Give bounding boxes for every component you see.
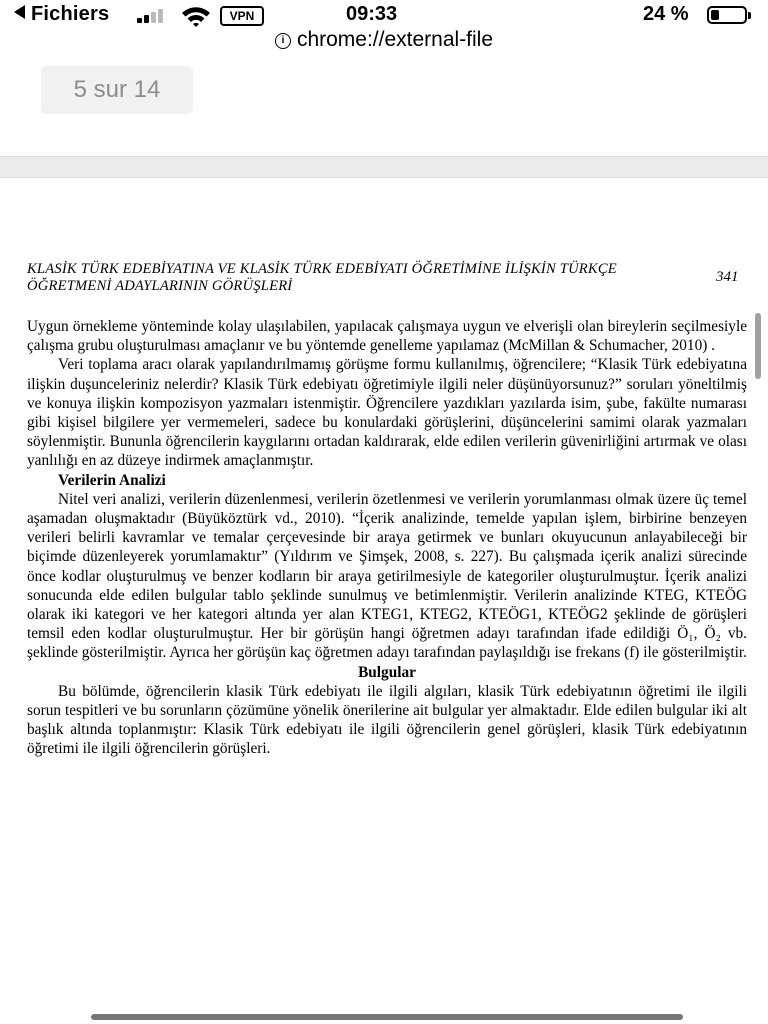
section-heading: Bulgular <box>358 663 416 681</box>
cellular-signal-icon <box>137 7 171 23</box>
document-body <box>27 317 747 759</box>
running-head-text: KLASİK TÜRK EDEBİYATINA VE KLASİK TÜRK EDEBİYATI ÖĞRETİMİNE İLİŞKİN TÜRKÇE ÖĞRETMENİ ADAYLARININ GÖRÜŞLERİ <box>27 261 617 294</box>
page-indicator: 5 sur 14 <box>41 66 193 114</box>
previous-page-tail <box>0 56 768 156</box>
url-text: chrome://external-file <box>296 28 494 51</box>
section-heading: Verilerin Analizi <box>58 471 166 489</box>
scrollbar-thumb[interactable] <box>755 313 761 379</box>
back-arrow-icon <box>14 5 25 19</box>
page-separator <box>0 156 768 178</box>
paragraph: Uygun örnekleme yönteminde kolay ulaşılabilen, yapılacak çalışmaya uygun ve elverişli olan bireylerin seçilmesiyle çalışma grubu oluşturulması amaçlanır ve bu yöntemde genelleme yapılamaz (McMillan & Schumacher, 2010) . <box>27 318 747 355</box>
paragraph: Veri toplama aracı olarak yapılandırılmamış görüşme formu kullanılmış, öğrencilere; “Klasik Türk edebiyatına ilişkin duşunceleriniz nelerdir? Klasik Türk edebiyatı öğretimiyle ilgili neler düşünüyorsunuz?” soruları yöneltilmiş ve konuya ilişkin kompozisyon yazmaları istenmiştir. Öğrencilere yazdıkları yazılarda isim, şube, fakülte numarası gibi kişisel bilgilere yer vermemeleri, sadece bu konulardaki görüşlerini, düşüncelerini samimi olarak yazmaları söylenmiştir. Bununla öğrencilerin kaygılarını ortadan kaldırarak, elde edilen verilerin güvenirliğini artırmak ve olası yanlılığı en az düzeye indirmek amaçlanmıştır. <box>27 356 747 470</box>
address-bar[interactable] <box>0 28 768 56</box>
page-number: 341 <box>716 269 739 285</box>
status-bar <box>0 0 768 30</box>
running-head <box>27 261 687 295</box>
battery-percentage: 24 % <box>643 3 689 25</box>
info-icon[interactable]: i <box>275 33 291 49</box>
paragraph: Nitel veri analizi, verilerin düzenlenmesi, verilerin özetlenmesi ve verilerin yorumlanması olmak üzere üç temel aşamadan oluşmaktadır (Büyüköztürk vd., 2010). “İçerik analizinde, temelde yapılan işlem, birbirine benzeyen verileri belirli kavramlar ve temalar çerçevesinde bir araya getirmek ve bunları okuyucunun anlayabileceği bir biçimde düzenleyerek yorumlamaktır” (Yıldırım ve Şimşek, 2008, s. 227). Bu çalışmada içerik analizi sürecinde önce kodlar oluşturulmuş ve benzer kodların bir araya getirilmesiyle de kategoriler oluşturulmuştur. İçerik analizi sonucunda elde edilen bulgular tablo şeklinde sunulmuş ve betimlenmiştir. Verilerin analizinde KTEG, KTEÖG olarak iki kategori ve her kategori altında yer alan KTEG1, KTEG2, KTEÖG1, KTEÖG2 şeklinde de görüşleri temsil eden kodlar oluşturulmuştur. Her bir görüşün hangi öğretmen adayı tarafından ifade edildiği Ö₁, Ö₂ vb. şeklinde gösterilmiştir. Ayrıca her görüşün kaç öğretmen adayı tarafından paylaşıldığı ise frekans (f) ile gösterilmiştir. <box>27 490 747 662</box>
wifi-icon <box>180 5 212 27</box>
clock: 09:33 <box>346 3 398 25</box>
home-indicator[interactable] <box>91 1014 683 1020</box>
vpn-badge: VPN <box>220 6 264 26</box>
cut-off-text-line <box>28 56 748 60</box>
back-to-app-button[interactable] <box>14 3 109 26</box>
battery-icon <box>707 6 747 24</box>
back-app-label: Fichiers <box>31 3 110 25</box>
document-page <box>0 178 768 1024</box>
paragraph: Bu bölümde, öğrencilerin klasik Türk edebiyatı ile ilgili algıları, klasik Türk edebiyatının öğretimi ile ilgili sorun tespitleri ve bu sorunların çözümüne yönelik önerilerine ait bulgular yer almaktadır. Elde edilen bulgular iki alt başlık altında toplanmıştır: Klasik Türk edebiyatı ile ilgili öğrencilerin genel görüşleri, klasik Türk edebiyatının öğretimi ile ilgili öğrencilerin görüşleri. <box>27 682 747 758</box>
